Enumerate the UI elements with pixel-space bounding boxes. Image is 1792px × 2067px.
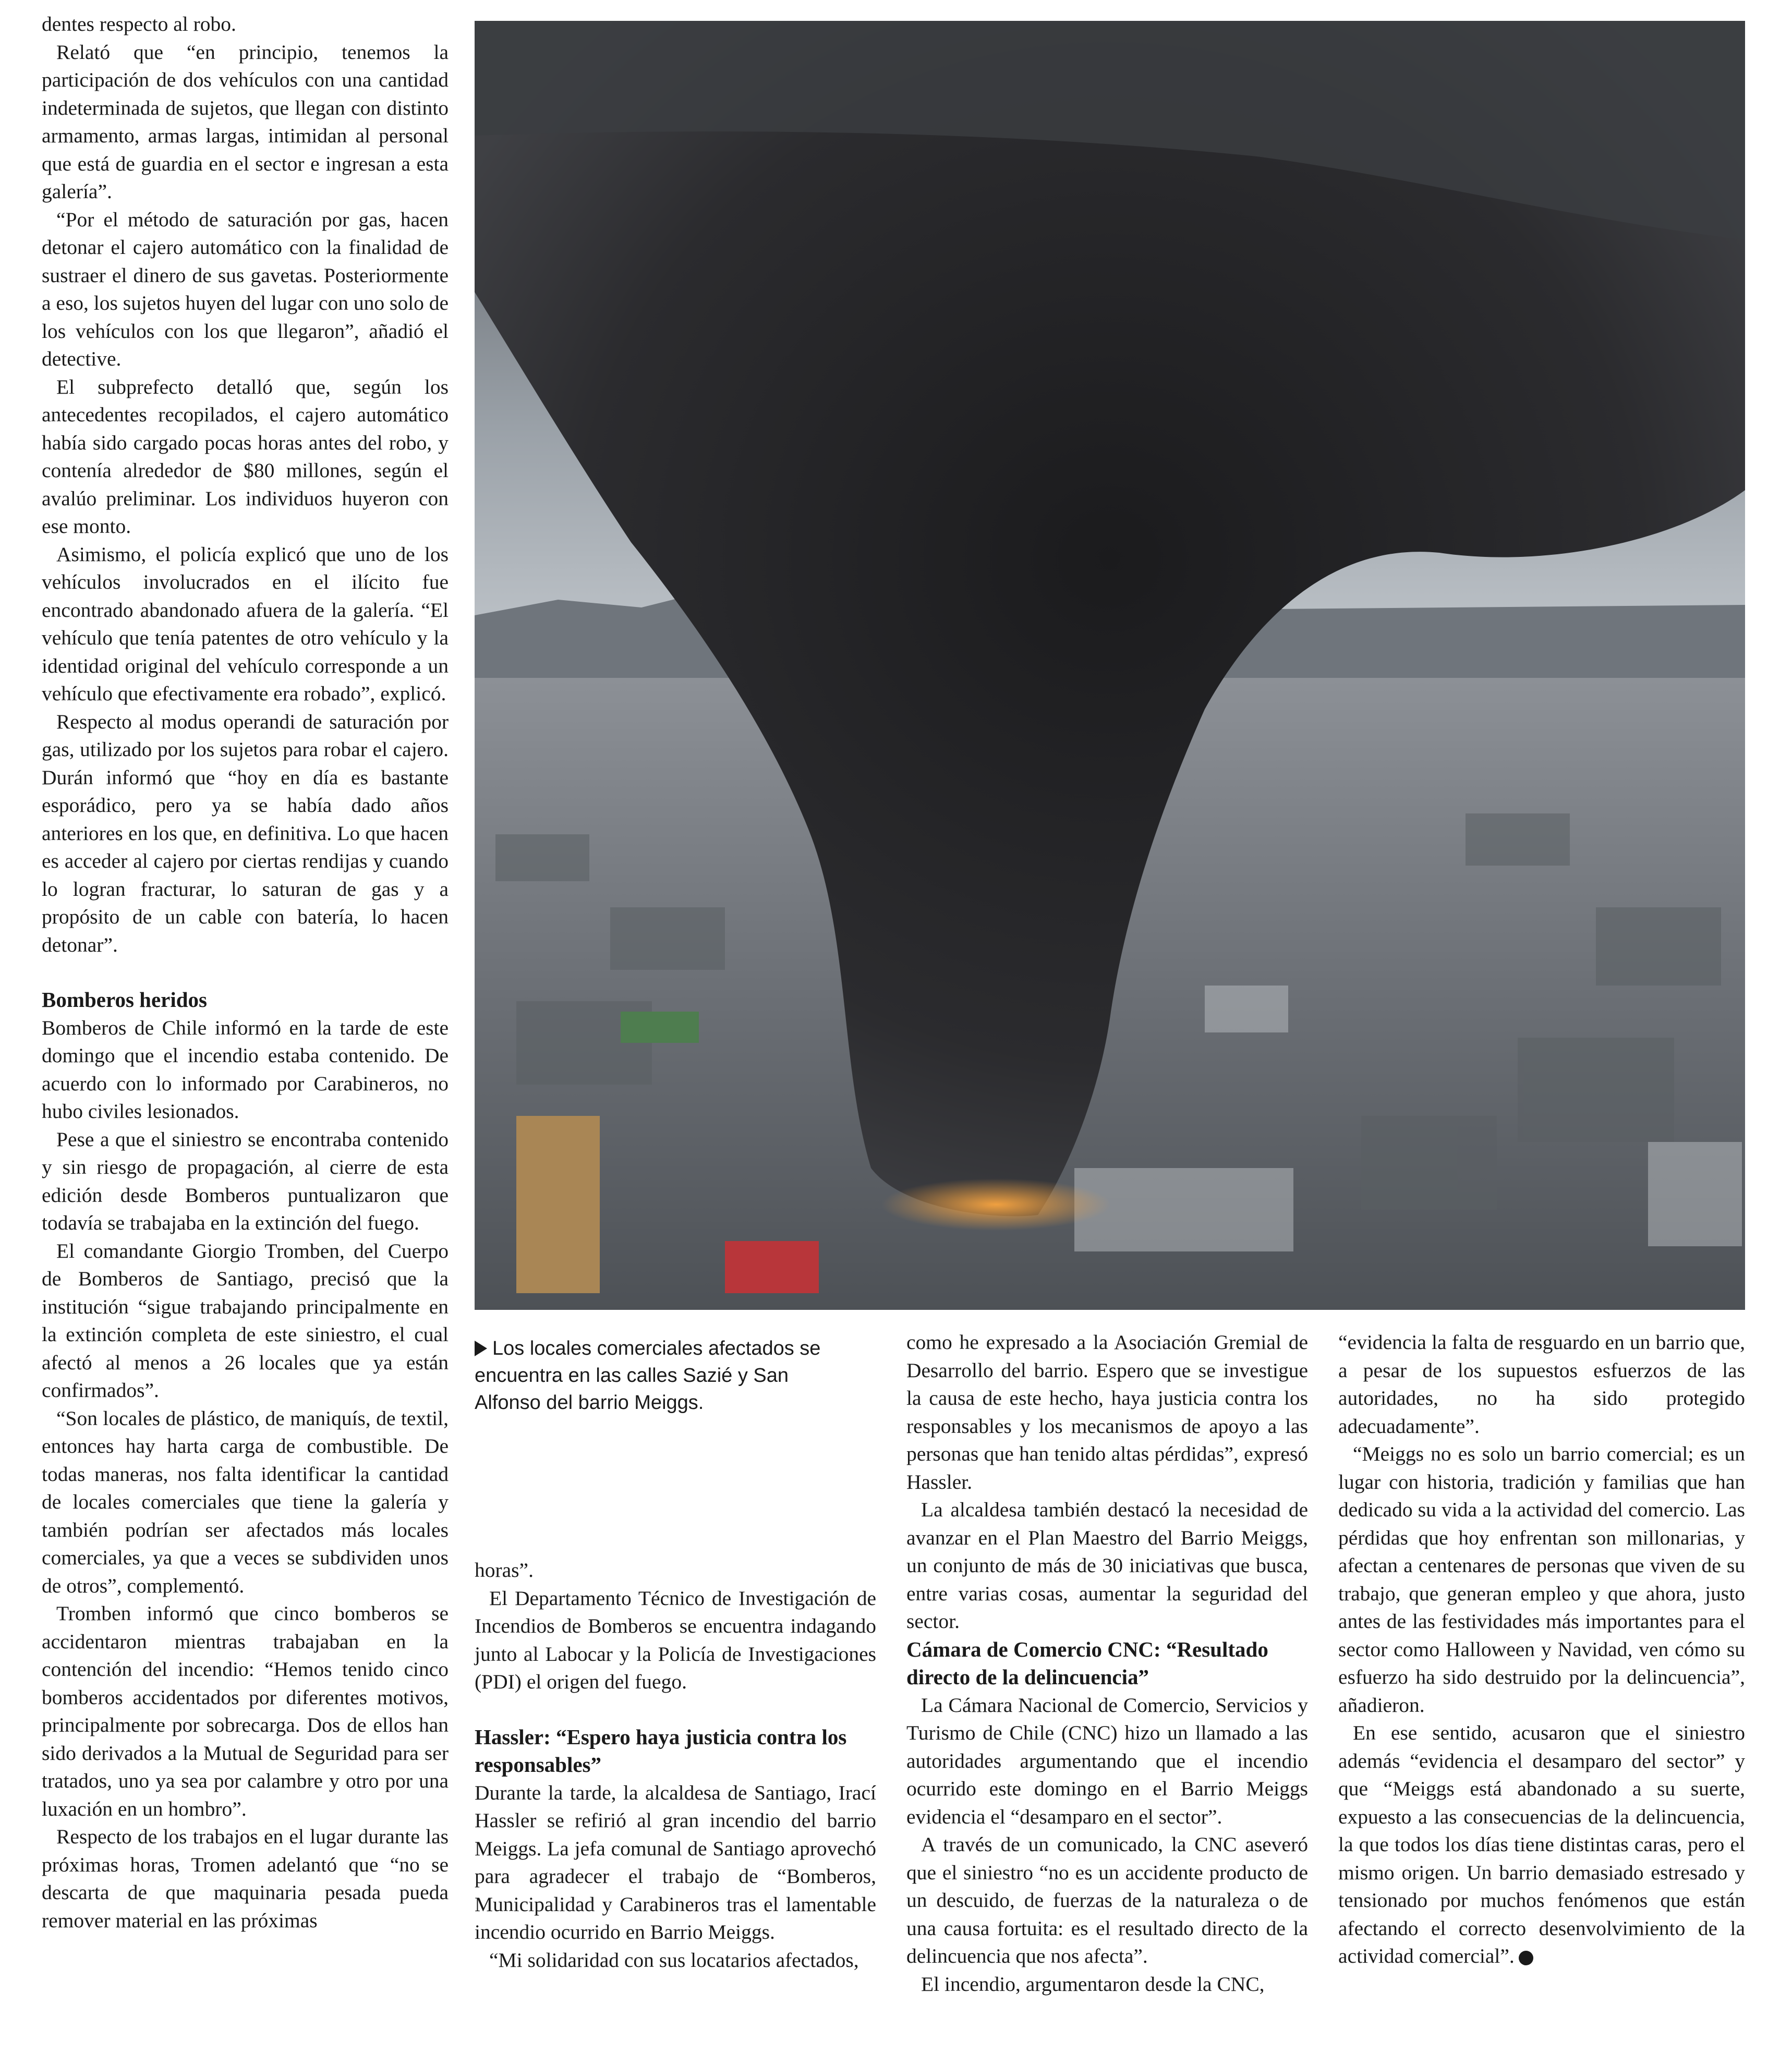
paragraph: Tromben informó que cinco bomberos se accidentaron mientras trabajaban en la contención del incendio: “Hemos tenido cinco bomberos accidentados por diferentes motivos, principalmente por sobrecarga. Dos de ellos han sido derivados a la Mutual de Seguridad para ser tratados, uno ya sea por calambre y otro por una luxación en un hombro”.: [42, 1602, 449, 1820]
paragraph: “Meiggs no es solo un barrio comercial; es un lugar con historia, tradición y familias que han dedicado su vida a la actividad del comercio. Las pérdidas que hoy enfrentan son millonarias, y afectan a centenares de personas que viven de su trabajo, que generan empleo y que ahora, justo antes de las festividades más importantes para el sector como Halloween y Navidad, ven cómo su esfuerzo ha sido destruido por la delincuencia”, añadieron.: [1338, 1442, 1745, 1717]
paragraph: “Son locales de plástico, de maniquís, de textil, entonces hay harta carga de combustible. De todas maneras, nos falta identificar la cantidad de locales comerciales que tiene la galería y también podrían ser afectados más locales comerciales, ya que a veces se subdividen unos de otros”, complementó.: [42, 1406, 449, 1597]
paragraph: El subprefecto detalló que, según los antecedentes recopilados, el cajero automático había sido cargado pocas horas antes del robo, y contenía alrededor de $80 millones, según el avalúo preliminar. Los individuos huyeron con ese monto.: [42, 375, 449, 538]
paragraph-text: En ese sentido, acusaron que el siniestro además “evidencia el desamparo del sector” y que “Meiggs está abandonado a su suerte, expuesto a las consecuencias de la delincuencia, la que todos los días tiene distintas caras, pero el mismo origen. Un barrio demasiado estresado y tensionado por muchos fenómenos que están afectando el correcto desenvolvimiento de la actividad comercial”.: [1338, 1721, 1745, 1967]
red-building: [725, 1241, 819, 1293]
section-heading-bomberos: Bomberos heridos: [42, 988, 208, 1012]
caption-arrow-icon: [475, 1341, 487, 1356]
paragraph: “Mi solidaridad con sus locatarios afectados,: [489, 1948, 859, 1972]
paragraph: El incendio, argumentaron desde la CNC,: [921, 1972, 1265, 1996]
section-heading-hassler: Hassler: “Espero haya justicia contra los responsables”: [475, 1724, 847, 1777]
paragraph: [1338, 1719, 1745, 1971]
paragraph: Relató que “en principio, tenemos la participación de dos vehículos con una cantidad indeterminada de sujetos, que llegan con distinto armamento, armas largas, intimidan al personal que está de guardia en el sector e ingresan a esta galería”.: [42, 40, 449, 203]
paragraph: El comandante Giorgio Tromben, del Cuerpo de Bomberos de Santiago, precisó que la institución “sigue trabajando principalmente en la extinción completa de este siniestro, el cual afectó al menos a 26 locales que ya están confirmados”.: [42, 1239, 449, 1402]
paragraph: El Departamento Técnico de Investigación de Incendios de Bomberos se encuentra indagando junto al Labocar y la Policía de Investigaciones (PDI) el origen del fuego.: [475, 1586, 876, 1693]
caption-text: Los locales comerciales afectados se encuentra en las calles Sazié y San Alfonso del barrio Meiggs.: [475, 1338, 821, 1414]
paragraph: Pese a que el siniestro se encontraba contenido y sin riesgo de propagación, al cierre de esta edición desde Bomberos puntualizaron que todavía se trabajaba en la extinción del fuego.: [42, 1127, 449, 1234]
tall-building: [516, 1116, 600, 1293]
paragraph: A través de un comunicado, la CNC aseveró que el siniestro “no es un accidente producto de un descuido, de fuerzas de la naturaleza o de una causa fortuita: es el resultado directo de la delincuencia que nos afecta”.: [906, 1833, 1308, 1967]
paragraph: Asimismo, el policía explicó que uno de los vehículos involucrados en el ilícito fue encontrado abandonado afuera de la galería. “El vehículo que tenía patentes de otro vehículo y la identidad original del vehículo corresponde a un vehículo que efectivamente era robado”, explicó.: [42, 542, 449, 705]
paragraph: Respecto al modus operandi de saturación por gas, utilizado por los sujetos para robar el cajero. Durán informó que “hoy en día es bastante esporádico, pero ya se había dado años anteriores en los que, en definitiva. Lo que hacen es acceder al cajero por ciertas rendijas y cuando lo logran fracturar, lo saturan de gas y a propósito de un cable con batería, lo hacen detonar”.: [42, 710, 449, 956]
paragraph: La alcaldesa también destacó la necesidad de avanzar en el Plan Maestro del Barrio Meiggs, un conjunto de más de 30 iniciativas que busca, entre varias cosas, aumentar la seguridad del sector.: [906, 1498, 1308, 1633]
paragraph: Bomberos de Chile informó en la tarde de este domingo que el incendio estaba contenido. De acuerdo con lo informado por Carabineros, no hubo civiles lesionados.: [42, 1016, 449, 1123]
photo-caption: [475, 1335, 850, 1416]
fire-aerial-photo: [475, 21, 1745, 1310]
article-column-3: [906, 1329, 1308, 1998]
paragraph: “Por el método de saturación por gas, hacen detonar el cajero automático con la finalidad de sustraer el dinero de sus gavetas. Posteriormente a eso, los sujetos huyen del lugar con uno solo de los vehículos con los que llegaron”, añadió el detective.: [42, 208, 449, 370]
paragraph: Durante la tarde, la alcaldesa de Santiago, Irací Hassler se refirió al gran incendio del barrio Meiggs. La jefa comunal de Santiago aprovechó para agradecer el trabajo de “Bomberos, Municipalidad y Carabineros tras el lamentable incendio ocurrido en Barrio Meiggs.: [475, 1781, 876, 1943]
paragraph: horas”.: [475, 1559, 534, 1582]
paragraph: La Cámara Nacional de Comercio, Servicios y Turismo de Chile (CNC) hizo un llamado a las autoridades argumentando que el incendio ocurrido este domingo en el Barrio Meiggs evidencia el “desamparo en el sector”.: [906, 1693, 1308, 1828]
fire-glow: [881, 1178, 1111, 1231]
end-of-article-icon: [1519, 1951, 1533, 1965]
section-heading-cnc: Cámara de Comercio CNC: “Resultado directo de la delincuencia”: [906, 1637, 1268, 1689]
paragraph: “evidencia la falta de resguardo en un barrio que, a pesar de los supuestos esfuerzos de las autoridades, no ha sido protegido adecuadamente”.: [1338, 1331, 1745, 1438]
article-column-1: [42, 10, 449, 1935]
paragraph: Respecto de los trabajos en el lugar durante las próximas horas, Tromen adelantó que “no se descarta de que maquinaria pesada pueda remover material en las próximas: [42, 1825, 449, 1932]
paragraph: como he expresado a la Asociación Gremial de Desarrollo del barrio. Espero que se investigue la causa de este hecho, haya justicia contra los responsables y los mecanismos de apoyo a las personas que han tenido altas pérdidas”, expresó Hassler.: [906, 1331, 1308, 1493]
article-column-2: [475, 1557, 876, 1974]
green-roof: [621, 1012, 699, 1043]
article-column-4: [1338, 1329, 1745, 1971]
paragraph: dentes respecto al robo.: [42, 13, 236, 35]
